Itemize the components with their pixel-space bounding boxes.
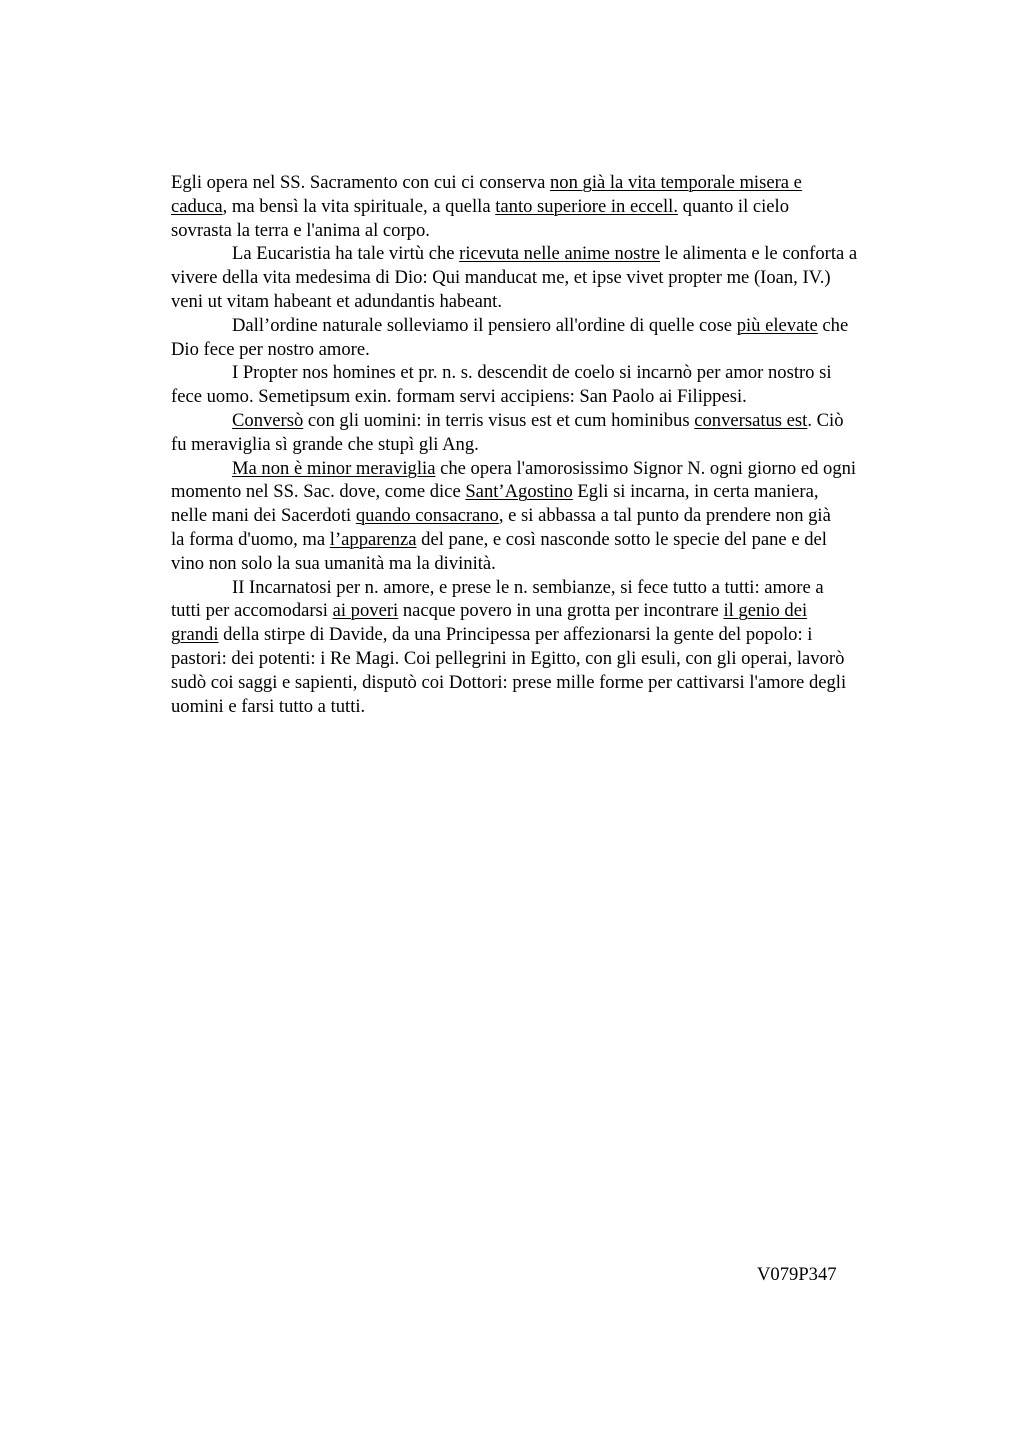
text-segment: , ma bensì la vita spirituale, a quella: [222, 195, 496, 217]
underlined-text: ai poveri: [332, 600, 399, 622]
text-line: [171, 195, 931, 219]
text-segment: sudò coi saggi e sapienti, disputò coi Dottori: prese mille forme per cattivarsi l'amore degli: [171, 671, 847, 693]
page-identifier: V079P347: [757, 1264, 837, 1285]
underlined-text: tanto superiore in eccell.: [495, 195, 678, 217]
text-segment: veni ut vitam habeant et adundantis habeant.: [171, 290, 502, 312]
text-segment: nacque povero in una grotta per incontrare: [398, 600, 724, 622]
text-line: [171, 552, 931, 576]
text-segment: pastori: dei potenti: i Re Magi. Coi pellegrini in Egitto, con gli esuli, con gli operai, lavorò: [171, 647, 845, 669]
text-line: [171, 171, 931, 195]
text-line: [171, 314, 931, 338]
underlined-text: ricevuta nelle anime nostre: [459, 243, 660, 265]
text-segment: fu meraviglia sì grande che stupì gli Ang.: [171, 433, 479, 455]
text-segment: la forma d'uomo, ma: [171, 528, 330, 550]
text-segment: fece uomo. Semetipsum exin. formam servi accipiens: San Paolo ai Filippesi.: [171, 386, 747, 408]
text-segment: sovrasta la terra e l'anima al corpo.: [171, 219, 430, 241]
text-line: [171, 242, 931, 266]
text-segment: vivere della vita medesima di Dio: Qui manducat me, et ipse vivet propter me (Ioan, IV.): [171, 267, 831, 289]
text-line: [171, 457, 931, 481]
text-segment: tutti per accomodarsi: [171, 600, 333, 622]
text-segment: che: [817, 314, 849, 336]
text-segment: momento nel SS. Sac. dove, come dice: [171, 481, 466, 503]
text-segment: nelle mani dei Sacerdoti: [171, 505, 356, 527]
text-segment: della stirpe di Davide, da una Principessa per affezionarsi la gente del popolo: i: [218, 624, 813, 646]
text-line: [171, 599, 931, 623]
text-segment: le alimenta e le conforta a: [659, 243, 858, 265]
text-line: [171, 695, 931, 719]
underlined-text: grandi: [171, 624, 219, 646]
text-segment: Egli si incarna, in certa maniera,: [572, 481, 819, 503]
underlined-text: Ma non è minor meraviglia: [232, 457, 436, 479]
underlined-text: non già la vita temporale misera e: [549, 172, 802, 193]
underlined-text: il genio dei: [723, 600, 808, 622]
underlined-text: l’apparenza: [329, 528, 417, 550]
text-segment: . Ciò: [807, 409, 844, 431]
text-segment: I Propter nos homines et pr. n. s. descendit de coelo si incarnò per amor nostro si: [232, 362, 832, 384]
text-line: [171, 385, 931, 409]
text-line: [171, 647, 931, 671]
underlined-text: quando consacrano: [355, 505, 499, 527]
text-segment: del pane, e così nasconde sotto le specie del pane e del: [416, 528, 827, 550]
text-line: [171, 576, 931, 600]
text-line: [171, 528, 931, 552]
body-text: [171, 171, 931, 718]
text-segment: vino non solo la sua umanità ma la divinità.: [171, 552, 496, 574]
text-segment: Dio fece per nostro amore.: [171, 338, 370, 360]
text-segment: , e si abbassa a tal punto da prendere non già: [498, 505, 831, 527]
text-segment: che opera l'amorosissimo Signor N. ogni giorno ed ogni: [435, 457, 857, 479]
text-segment: Egli opera nel SS. Sacramento con cui ci conserva: [171, 172, 550, 193]
text-line: [171, 219, 931, 243]
text-line: [171, 623, 931, 647]
text-line: [171, 433, 931, 457]
text-line: [171, 671, 931, 695]
text-segment: con gli uomini: in terris visus est et cum hominibus: [303, 409, 695, 431]
text-segment: quanto il cielo: [678, 195, 790, 217]
underlined-text: più elevate: [736, 314, 818, 336]
text-segment: Dall’ordine naturale solleviamo il pensiero all'ordine di quelle cose: [232, 314, 737, 336]
text-line: [171, 266, 931, 290]
text-segment: La Eucaristia ha tale virtù che: [232, 243, 460, 265]
text-line: [171, 338, 931, 362]
text-line: [171, 480, 931, 504]
underlined-text: Sant’Agostino: [465, 481, 573, 503]
text-line: [171, 361, 931, 385]
underlined-text: conversatus est: [694, 409, 808, 431]
text-line: [171, 504, 931, 528]
text-segment: II Incarnatosi per n. amore, e prese le n. sembianze, si fece tutto a tutti: amore a: [232, 576, 824, 598]
underlined-text: Conversò: [232, 409, 304, 431]
text-line: [171, 290, 931, 314]
text-line: [171, 409, 931, 433]
underlined-text: caduca: [171, 195, 223, 217]
text-segment: uomini e farsi tutto a tutti.: [171, 695, 366, 717]
